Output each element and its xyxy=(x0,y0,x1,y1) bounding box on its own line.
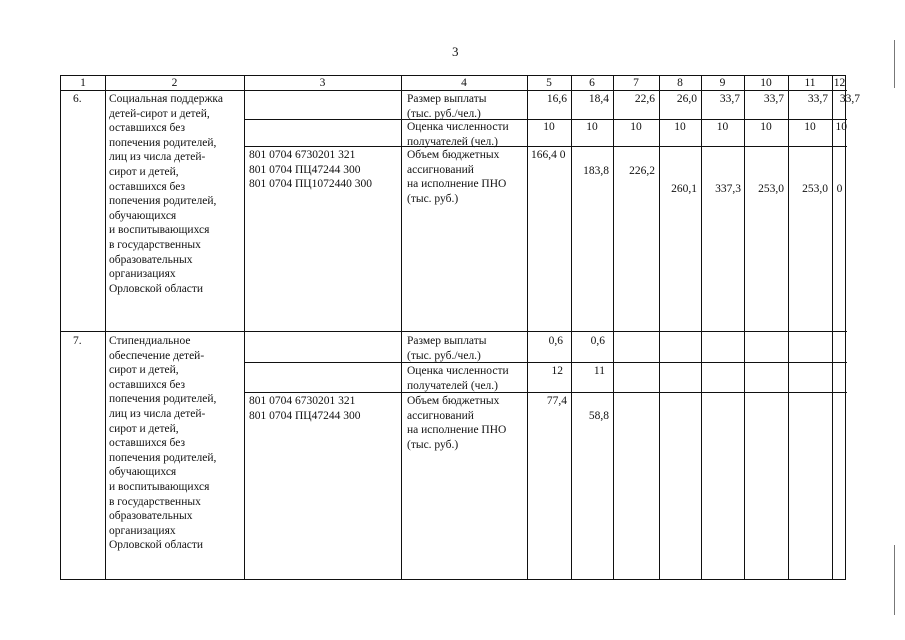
header-cell: 3 xyxy=(319,77,326,89)
edge-mark xyxy=(894,545,895,615)
value-cell: 10 xyxy=(630,121,642,133)
value-cell: 226,2 xyxy=(629,165,655,177)
header-cell: 7 xyxy=(633,77,639,89)
value-cell: 10 xyxy=(760,121,772,133)
header-cell: 12 xyxy=(833,77,846,89)
value-cell: 0,6 xyxy=(590,335,605,347)
indicator-name: Размер выплаты (тыс. руб./чел.) xyxy=(407,335,487,362)
value-cell: 337,3 xyxy=(715,183,741,195)
value-cell: 10 xyxy=(674,121,686,133)
indicator-name: Объем бюджетных ассигнований на исполнение ПНО (тыс. руб.) xyxy=(407,149,507,205)
value-cell: 11 xyxy=(593,365,605,377)
value-cell: 77,4 xyxy=(546,395,567,407)
edge-mark xyxy=(894,40,895,88)
header-cell: 5 xyxy=(546,77,552,89)
value-cell: 33,7 xyxy=(807,93,828,105)
value-cell: 58,8 xyxy=(588,410,609,422)
value-cell: 166,4 0 xyxy=(531,149,566,161)
value-cell: 260,1 xyxy=(671,183,697,195)
header-cell: 8 xyxy=(677,77,683,89)
header-cell: 11 xyxy=(804,77,816,89)
value-cell: 33,7 xyxy=(719,93,740,105)
page-number: 3 xyxy=(452,44,459,59)
row-number: 7. xyxy=(73,335,82,347)
value-cell: 10 xyxy=(543,121,555,133)
value-cell: 10 xyxy=(835,121,847,133)
indicator-name: Оценка численности получателей (чел.) xyxy=(407,365,509,392)
header-cell: 6 xyxy=(589,77,595,89)
value-cell: 10 xyxy=(586,121,598,133)
value-cell: 26,0 xyxy=(676,93,697,105)
header-cell: 4 xyxy=(461,77,467,89)
value-cell: 12 xyxy=(551,365,563,377)
value-cell: 18,4 xyxy=(588,93,609,105)
row-description: Стипендиальное обеспечение детей- сирот и детей, оставшихся без попечения родителей, лиц из числа детей- сирот и детей, оставшихся без попечения родителей, обучающихся и воспитывающихся в государственных образовательных организациях Орловской области xyxy=(109,335,217,552)
indicator-name: Объем бюджетных ассигнований на исполнение ПНО (тыс. руб.) xyxy=(407,395,507,451)
header-cell: 1 xyxy=(80,77,86,89)
value-cell: 253,0 xyxy=(758,183,784,195)
value-cell: 183,8 xyxy=(583,165,609,177)
budget-codes: 801 0704 6730201 321 801 0704 ПЦ47244 300 xyxy=(249,395,361,422)
header-cell: 2 xyxy=(171,77,178,89)
budget-table xyxy=(60,75,860,580)
value-cell: 253,0 xyxy=(802,183,828,195)
budget-codes: 801 0704 6730201 321 801 0704 ПЦ47244 300 801 0704 ПЦ1072440 300 xyxy=(249,149,372,191)
value-cell: 22,6 xyxy=(634,93,655,105)
row-description: Социальная поддержка детей-сирот и детей, оставшихся без попечения родителей, лиц из числа детей- сирот и детей, оставшихся без попечения родителей, обучающихся и воспитывающихся в государственных образовательных организациях Орловской области xyxy=(109,93,223,295)
value-cell: 0 xyxy=(836,183,843,195)
row-number: 6. xyxy=(73,93,82,105)
indicator-name: Оценка численности получателей (чел.) xyxy=(407,121,509,148)
value-cell: 0,6 xyxy=(548,335,563,347)
value-cell: 10 xyxy=(804,121,816,133)
value-cell: 10 xyxy=(716,121,729,133)
header-cell: 10 xyxy=(760,77,772,89)
value-cell: 33,7 xyxy=(839,93,860,105)
indicator-name: Размер выплаты (тыс. руб./чел.) xyxy=(407,93,487,120)
value-cell: 16,6 xyxy=(546,93,567,105)
value-cell: 33,7 xyxy=(763,93,784,105)
header-cell: 9 xyxy=(719,77,726,89)
